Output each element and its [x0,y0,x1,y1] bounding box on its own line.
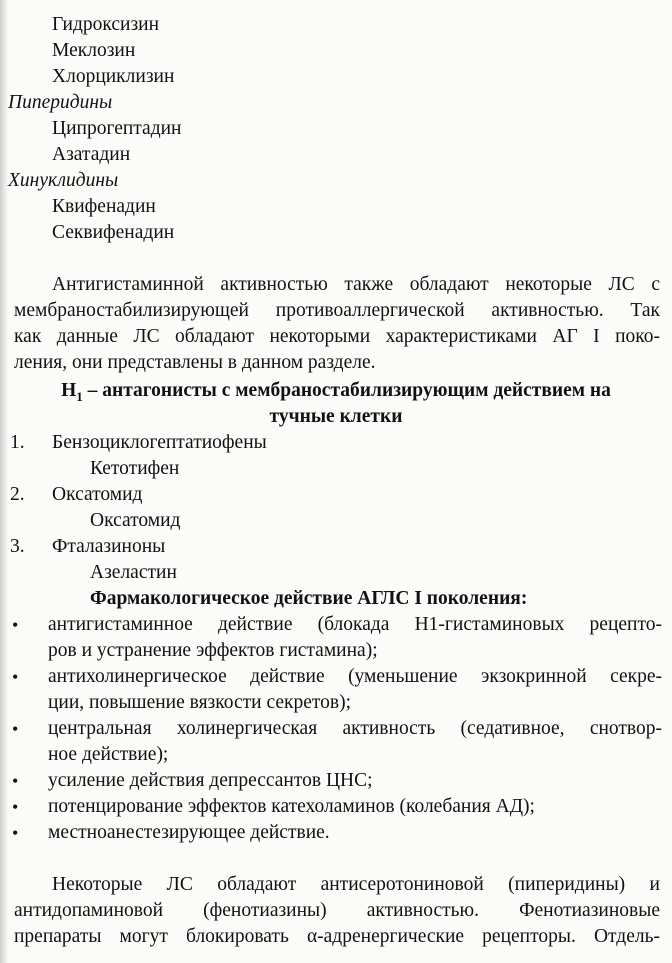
drug-item: Ципрогептадин [52,118,182,139]
drug-item: Хлорциклизин [52,66,175,87]
bullet-marker: • [12,719,19,739]
bullet-marker: • [12,797,19,817]
bullet-line: ции, повышение вязкости секретов); [48,692,352,713]
list-number: 3. [10,536,25,557]
pharmacology-heading: Фармакологическое действие АГЛС I поколения: [90,588,528,609]
paragraph-line: мембраностабилизирующей противоаллергической активностью. Так [14,300,660,321]
drug-item: Гидроксизин [52,14,160,35]
paragraph-line: антидопаминовой (фенотиазины) активностью. Фенотиазиновые [14,900,660,921]
drug-item: Азатадин [52,144,131,165]
paragraph-line: Антигистаминной активностью также обладают некоторые ЛС с [52,274,660,295]
group-name: Бензоциклогептатиофены [52,432,267,453]
section-heading-line2: тучные клетки [269,406,403,427]
category-heading: Хинуклидины [8,170,119,191]
heading-h: Н [61,380,77,401]
drug-item: Меклозин [52,40,136,61]
drug-item: Кетотифен [90,458,180,479]
group-name: Оксатомид [52,484,143,505]
drug-item: Оксатомид [90,510,181,531]
bullet-line: центральная холинергическая активность (седативное, снотвор- [48,718,662,739]
paragraph-line: Некоторые ЛС обладают антисеротониновой (пиперидины) и [52,874,660,895]
heading-subscript: 1 [76,388,83,404]
bullet-marker: • [12,771,19,791]
bullet-marker: • [12,667,19,687]
bullet-line: ное действие); [48,744,169,765]
paragraph-line: как данные ЛС обладают некоторыми характеристиками АГ I поко- [14,326,660,347]
bullet-marker: • [12,615,19,635]
drug-item: Секвифенадин [52,222,175,243]
heading-rest: – антагонисты с мембраностабилизирующим действием на [82,380,611,401]
group-name: Фталазиноны [52,536,166,557]
list-number: 2. [10,484,25,505]
drug-item: Азеластин [90,562,177,583]
paragraph-line: препараты могут блокировать α-адренергические рецепторы. Отдель- [14,926,660,947]
bullet-line: потенцирование эффектов катехоламинов (колебания АД); [48,796,535,817]
list-number: 1. [10,432,25,453]
bullet-line: усиление действия депрессантов ЦНС; [48,770,373,791]
paragraph-line: ления, они представлены в данном разделе. [14,352,376,373]
bullet-line: антигистаминное действие (блокада Н1-гистаминовых рецепто- [48,614,662,635]
bullet-line: антихолинергическое действие (уменьшение экзокринной секре- [48,666,662,687]
drug-item: Квифенадин [52,196,156,217]
category-heading: Пиперидины [8,92,113,113]
bullet-line: ров и устранение эффектов гистамина); [48,640,378,661]
scan-edge-shadow [0,0,8,963]
bullet-marker: • [12,823,19,843]
bullet-line: местноанестезирующее действие. [48,822,330,843]
